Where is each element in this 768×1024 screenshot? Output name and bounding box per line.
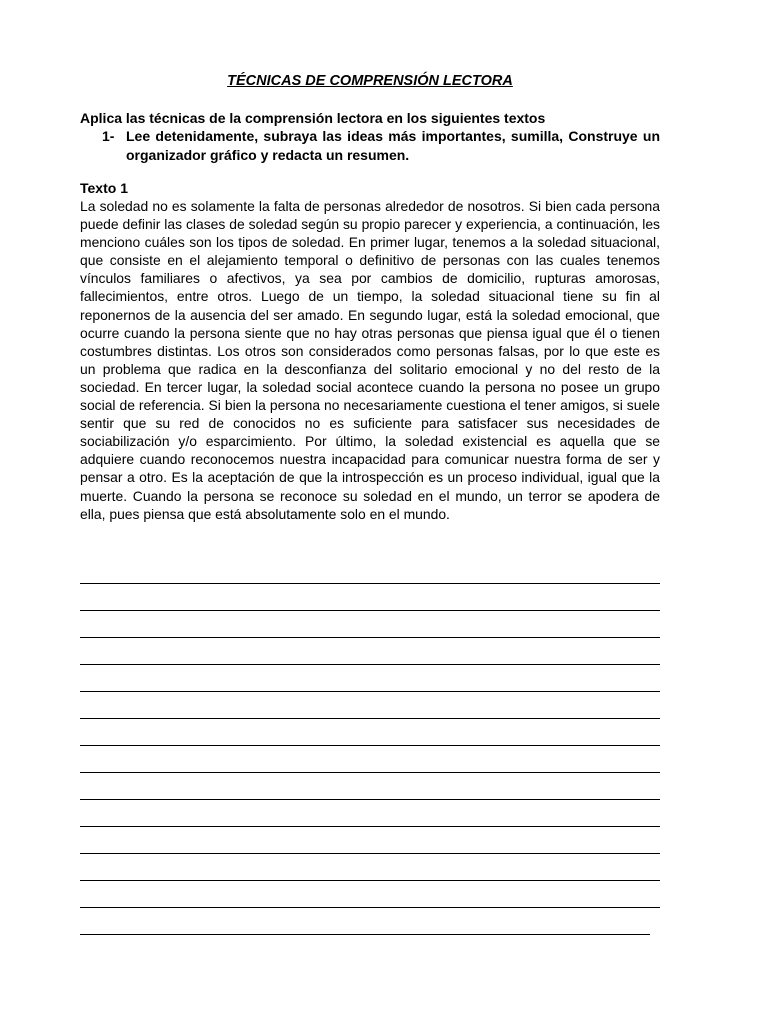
answer-line xyxy=(80,800,660,827)
answer-line xyxy=(80,827,660,854)
answer-line xyxy=(80,557,660,584)
answer-lines xyxy=(80,557,660,935)
task-item xyxy=(102,127,660,165)
task-text: Lee detenidamente, subraya las ideas más importantes, sumilla, Construye un organizador gráfico y redacta un resumen. xyxy=(126,128,660,163)
text-label: Texto 1 xyxy=(80,180,128,196)
answer-line xyxy=(80,665,660,692)
answer-line xyxy=(80,638,660,665)
instruction-text: Aplica las técnicas de la comprensión lectora en los siguientes textos xyxy=(80,110,546,126)
answer-line xyxy=(80,692,660,719)
body-paragraph: La soledad no es solamente la falta de personas alrededor de nosotros. Si bien cada persona puede definir las clases de soledad según su propio parecer y experiencia, a continuación, les menciono cuáles son los tipos de soledad. En primer lugar, tenemos a la soledad situacional, que consiste en el alejamiento temporal o definitivo de personas con las cuales tenemos vínculos familiares o afectivos, ya sea por cambios de domicilio, rupturas amorosas, fallecimientos, entre otros. Luego de un tiempo, la soledad situacional tiene su fin al reponernos de la ausencia del ser amado. En segundo lugar, está la soledad emocional, que ocurre cuando la persona siente que no hay otras personas que piensa igual que él o tienen costumbres distintas. Los otros son considerados como personas falsas, por lo que este es un problema que radica en la desconfianza del solitario emocional y no del resto de la sociedad. En tercer lugar, la soledad social acontece cuando la persona no posee un grupo social de referencia. Si bien la persona no necesariamente cuestiona el tener amigos, si suele sentir que su red de conocidos no es suficiente para satisfacer sus necesidades de sociabilización y/o esparcimiento. Por último, la soledad existencial es aquella que se adquiere cuando reconocemos nuestra incapacidad para comunicar nuestra forma de ser y pensar a otro. Es la aceptación de que la introspección es un proceso individual, igual que la muerte. Cuando la persona se reconoce su soledad en el mundo, un terror se apodera de ella, pues piensa que está absolutamente solo en el mundo. xyxy=(80,198,660,522)
answer-line xyxy=(80,908,650,935)
answer-line xyxy=(80,584,660,611)
document-title: TÉCNICAS DE COMPRENSIÓN LECTORA xyxy=(227,73,513,89)
answer-line xyxy=(80,611,660,638)
answer-line xyxy=(80,719,660,746)
answer-line xyxy=(80,881,660,908)
answer-line xyxy=(80,773,660,800)
task-number: 1- xyxy=(102,128,115,144)
answer-line xyxy=(80,854,660,881)
answer-line xyxy=(80,746,660,773)
